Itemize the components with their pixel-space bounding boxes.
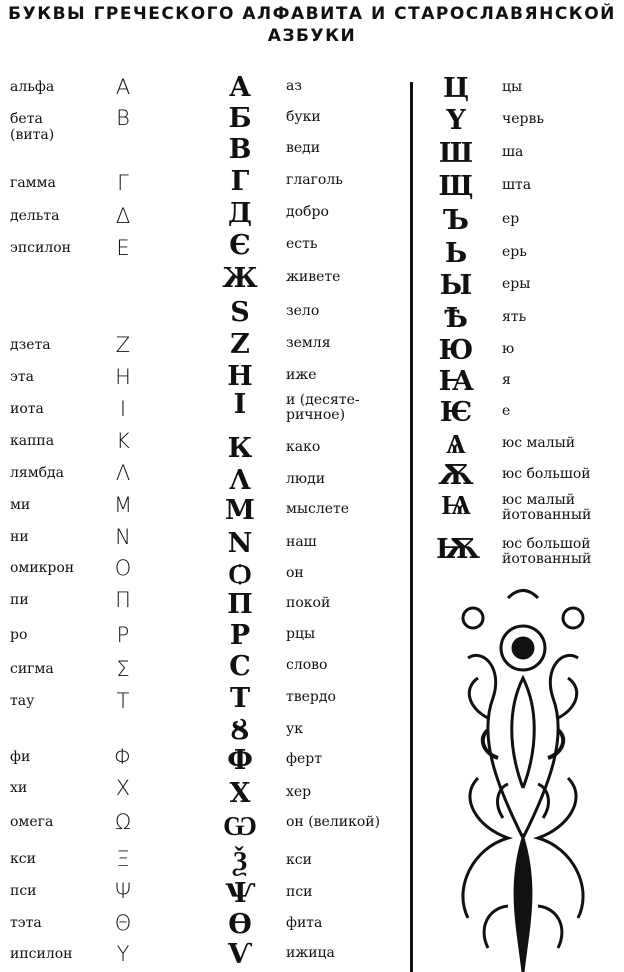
slavonic-letter: Z — [230, 329, 250, 360]
slavonic-letter: П — [227, 589, 253, 620]
slavonic-letter: Д — [227, 198, 252, 229]
greek-letter-name: ипсилон — [10, 946, 73, 962]
greek-letter: Δ — [115, 204, 131, 228]
slavonic-letter: Ѣ — [444, 303, 468, 334]
slavonic-letter: Х — [229, 778, 251, 809]
slavonic-letter-name: зело — [286, 303, 320, 319]
greek-letter: Γ — [117, 171, 129, 195]
greek-letter: Ζ — [115, 333, 131, 357]
greek-letter: Ι — [119, 397, 127, 421]
slavonic-letter: Ь — [444, 238, 468, 269]
greek-letter: Ω — [114, 810, 132, 834]
slavonic-letter-name: покой — [286, 595, 331, 611]
slavonic-letter-name: есть — [286, 236, 318, 252]
page-title: БУКВЫ ГРЕЧЕСКОГО АЛФАВИТА И СТАРОСЛАВЯНСКОЙ — [8, 4, 616, 24]
slavonic-letter: Ѡ — [223, 811, 257, 842]
slavonic-letter-name: ук — [286, 721, 303, 737]
slavonic-letter: Ж — [222, 263, 258, 294]
greek-letter-name: пси — [10, 883, 37, 899]
slavonic-letter-name: аз — [286, 78, 302, 94]
greek-letter-name: лямбда — [10, 465, 65, 481]
slavonic-letter: Ȣ — [230, 715, 250, 746]
slavonic-letter-name: он (великой) — [286, 814, 381, 830]
slavonic-letter-name: живете — [286, 269, 341, 285]
greek-letter-name: пи — [10, 592, 29, 608]
greek-letter-name: омикрон — [10, 560, 75, 576]
greek-letter: Π — [115, 588, 131, 612]
slavonic-letter: І — [233, 389, 247, 420]
slavonic-letter-name: он — [286, 565, 304, 581]
slavonic-letter: Щ — [438, 171, 474, 202]
slavonic-letter: В — [228, 134, 252, 165]
slavonic-letter-name: люди — [286, 471, 326, 487]
slavonic-letter: А — [229, 72, 251, 103]
slavonic-letter-name: ю — [502, 341, 515, 357]
greek-letter: Ο — [114, 556, 132, 580]
greek-letter: Ν — [115, 525, 131, 549]
greek-letter: Β — [116, 106, 130, 130]
slavonic-letter: Ѥ — [439, 397, 473, 428]
slavonic-letter: Т — [229, 683, 251, 714]
column-divider — [410, 82, 413, 972]
slavonic-letter-name: ша — [502, 144, 524, 160]
slavonic-letter: Ъ — [443, 205, 469, 236]
slavonic-letter-name: е — [502, 403, 511, 419]
slavonic-letter-name: ерь — [502, 244, 527, 260]
slavonic-letter: Ф — [227, 745, 253, 776]
slavonic-letter: Ѳ — [228, 909, 252, 940]
slavonic-letter: К — [227, 433, 253, 464]
greek-letter-name: эта — [10, 369, 34, 385]
slavonic-letter: Ш — [438, 138, 474, 169]
greek-letter-name: фи — [10, 749, 31, 765]
slavonic-letter: Ꙗ — [438, 366, 474, 397]
slavonic-letter: Ю — [438, 335, 474, 366]
greek-letter: Α — [115, 75, 131, 99]
slavonic-letter-name: юс малый йотованный — [502, 492, 592, 523]
greek-letter: Υ — [116, 942, 130, 966]
slavonic-letter-name: наш — [286, 534, 317, 550]
slavonic-letter: Є — [229, 230, 251, 261]
slavonic-letter-name: еры — [502, 276, 531, 292]
greek-letter-name: сигма — [10, 661, 54, 677]
slavonic-letter: Н — [227, 361, 253, 392]
greek-letter-name: иота — [10, 401, 44, 417]
greek-letter-name: ни — [10, 529, 29, 545]
slavonic-letter-name: юс большой — [502, 466, 591, 482]
greek-letter-name: ро — [10, 627, 28, 643]
greek-letter-name: дельта — [10, 208, 60, 224]
greek-letter: Ε — [116, 236, 130, 260]
slavonic-letter-name: ижица — [286, 945, 335, 961]
slavonic-letter-name: веди — [286, 140, 321, 156]
slavonic-letter: Ѧ — [446, 429, 466, 460]
page-title-line2: АЗБУКИ — [267, 26, 357, 46]
greek-letter-name: тау — [10, 693, 35, 709]
greek-letter-name: гамма — [10, 175, 56, 191]
greek-letter: Σ — [116, 657, 130, 681]
slavonic-letter-name: хер — [286, 784, 312, 800]
slavonic-letter: Ѕ — [230, 297, 250, 328]
greek-letter: Ψ — [114, 879, 132, 903]
slavonic-letter: М — [225, 495, 255, 526]
slavonic-letter-name: червь — [502, 111, 545, 127]
greek-letter-name: омега — [10, 814, 54, 830]
slavonic-letter: Ѯ — [232, 846, 248, 877]
slavonic-letter: Ү — [446, 105, 466, 136]
greek-letter-name: эпсилон — [10, 240, 71, 256]
slavonic-letter-name: ферт — [286, 751, 322, 767]
slavonic-letter-name: пси — [286, 884, 313, 900]
slavonic-letter-name: како — [286, 439, 321, 455]
slavonic-letter-name: добро — [286, 204, 329, 220]
slavonic-letter: Ы — [439, 270, 473, 301]
greek-letter-name: дзета — [10, 337, 51, 353]
slavonic-letter: Ѻ — [228, 559, 252, 590]
slavonic-letter-name: иже — [286, 367, 317, 383]
greek-letter-name: тэта — [10, 915, 42, 931]
greek-letter: Κ — [116, 429, 130, 453]
slavonic-letter: Б — [228, 103, 252, 134]
slavonic-letter: Г — [230, 166, 250, 197]
slavonic-letter-name: глаголь — [286, 172, 343, 188]
slavonic-letter: С — [229, 651, 251, 682]
slavonic-letter-name: земля — [286, 335, 331, 351]
slavonic-letter: N — [227, 528, 253, 559]
greek-letter: Λ — [115, 461, 131, 485]
greek-letter-name: хи — [10, 780, 28, 796]
slavonic-letter-name: ер — [502, 211, 520, 227]
slavonic-letter-name: слово — [286, 657, 328, 673]
slavonic-letter-name: буки — [286, 109, 321, 125]
slavonic-letter-name: фита — [286, 915, 323, 931]
slavonic-letter: Р — [229, 620, 251, 651]
greek-letter: Τ — [116, 689, 130, 713]
slavonic-letter-name: ять — [502, 309, 527, 325]
slavonic-letter-name: я — [502, 372, 511, 388]
slavonic-letter: Ѩ — [441, 490, 471, 521]
greek-letter: Ξ — [116, 847, 130, 871]
slavonic-letter-name: и (десяте-ричное) — [286, 392, 360, 423]
slavonic-letter: Λ — [229, 465, 251, 496]
slavonic-letter-name: юс большой йотованный — [502, 536, 592, 567]
slavonic-letter-name: рцы — [286, 626, 316, 642]
slavonic-letter: Ц — [442, 73, 470, 104]
slavonic-letter: Ѵ — [227, 939, 253, 970]
slavonic-letter-name: шта — [502, 177, 532, 193]
greek-letter-name: бета (вита) — [10, 111, 55, 143]
greek-letter: Ρ — [116, 623, 130, 647]
slavonic-letter: Ѭ — [436, 534, 481, 565]
slavonic-letter-name: мыслете — [286, 501, 350, 517]
greek-letter-name: каппа — [10, 433, 55, 449]
greek-letter: Μ — [113, 493, 133, 517]
greek-letter: Θ — [114, 911, 132, 935]
greek-letter-name: кси — [10, 851, 36, 867]
slavonic-letter-name: цы — [502, 79, 523, 95]
slavonic-letter: Ѫ — [438, 460, 474, 491]
slavonic-letter-name: кси — [286, 852, 312, 868]
slavonic-letter-name: твердо — [286, 689, 336, 705]
floral-ornament-image — [448, 588, 598, 972]
greek-letter: Φ — [113, 745, 133, 769]
greek-letter-name: альфа — [10, 79, 55, 95]
slavonic-letter: Ѱ — [225, 878, 255, 909]
greek-letter: Χ — [115, 776, 131, 800]
greek-letter: Η — [115, 365, 131, 389]
slavonic-letter-name: юс малый — [502, 435, 576, 451]
greek-letter-name: ми — [10, 497, 31, 513]
